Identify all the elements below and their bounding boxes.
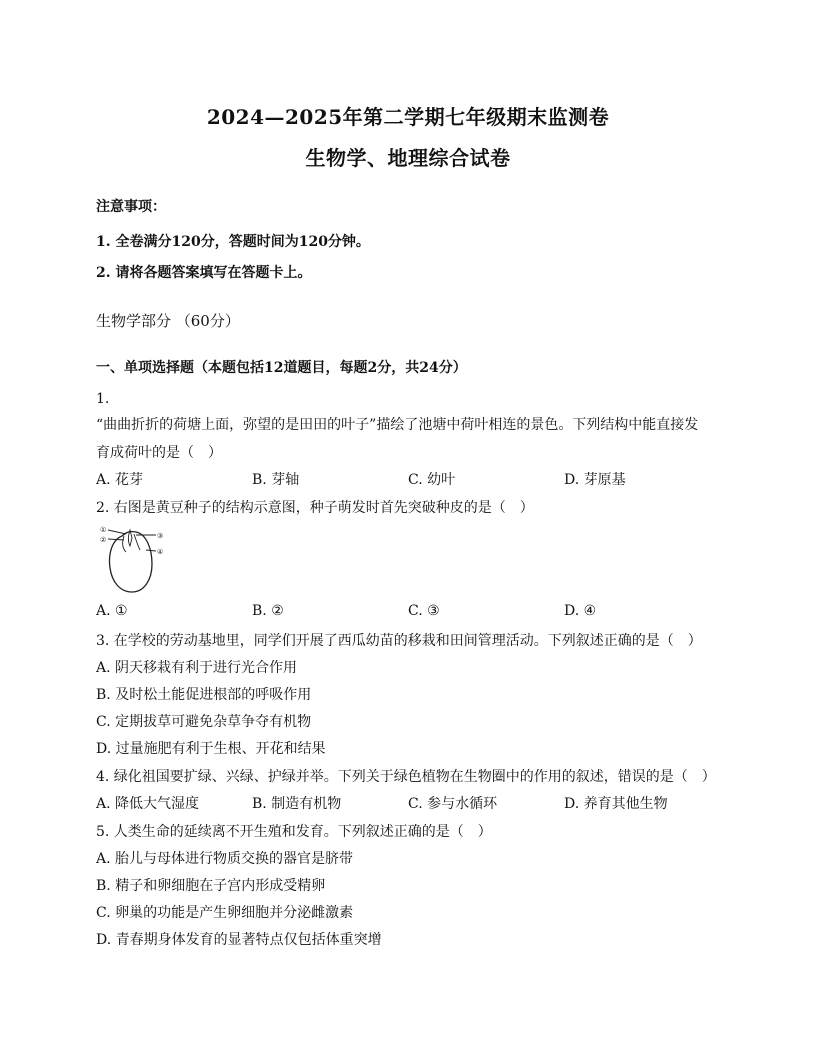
diagram-label: ③ (157, 532, 164, 540)
part-heading: 生物学部分 （60分） (96, 312, 240, 330)
question-stem: 3. 在学校的劳动基地里，同学们开展了西瓜幼苗的移栽和田间管理活动。下列叙述正确的是（ ） (96, 633, 702, 649)
option-c[interactable]: C. 定期拔草可避免杂草争夺有机物 (96, 714, 312, 730)
option-c[interactable]: C. 幼叶 (408, 472, 456, 488)
option-c[interactable]: C. 卵巢的功能是产生卵细胞并分泌雌激素 (96, 905, 354, 921)
question-stem: 2. 右图是黄豆种子的结构示意图，种子萌发时首先突破种皮的是（ ） (96, 500, 534, 516)
question-number: 1. (96, 391, 110, 407)
notice-item: 2. 请将各题答案填写在答题卡上。 (96, 265, 312, 281)
option-d[interactable]: D. ④ (564, 603, 597, 619)
option-a[interactable]: A. 降低大气湿度 (96, 796, 200, 812)
question-stem: 育成荷叶的是（ ） (96, 445, 222, 461)
option-b[interactable]: B. ② (252, 603, 284, 619)
diagram-label: ② (100, 536, 107, 544)
option-a[interactable]: A. 胎儿与母体进行物质交换的器官是脐带 (96, 851, 354, 867)
option-d[interactable]: D. 过量施肥有利于生根、开花和结果 (96, 741, 326, 757)
diagram-label: ① (100, 526, 107, 534)
option-a[interactable]: A. 花芽 (96, 472, 144, 488)
option-b[interactable]: B. 制造有机物 (252, 796, 342, 812)
diagram-label: ④ (157, 548, 164, 556)
option-b[interactable]: B. 精子和卵细胞在子宫内形成受精卵 (96, 878, 326, 894)
soybean-seed-diagram (98, 520, 170, 596)
option-d[interactable]: D. 养育其他生物 (564, 796, 668, 812)
exam-title: 2024—2025年第二学期七年级期末监测卷 (206, 105, 610, 129)
option-c[interactable]: C. ③ (408, 603, 440, 619)
question-stem: 5. 人类生命的延续离不开生殖和发育。下列叙述正确的是（ ） (96, 824, 492, 840)
option-d[interactable]: D. 芽原基 (564, 472, 626, 488)
option-a[interactable]: A. 阴天移栽有利于进行光合作用 (96, 660, 298, 676)
option-a[interactable]: A. ① (96, 603, 128, 619)
option-c[interactable]: C. 参与水循环 (408, 796, 498, 812)
notice-heading: 注意事项： (96, 199, 166, 215)
exam-subtitle: 生物学、地理综合试卷 (305, 146, 511, 170)
option-d[interactable]: D. 青春期身体发育的显著特点仅包括体重突增 (96, 932, 382, 948)
option-b[interactable]: B. 及时松土能促进根部的呼吸作用 (96, 687, 312, 703)
option-b[interactable]: B. 芽轴 (252, 472, 300, 488)
question-stem: “曲曲折折的荷塘上面，弥望的是田田的叶子”描绘了池塘中荷叶相连的景色。下列结构中能直接发 (96, 417, 699, 433)
section-heading: 一、单项选择题（本题包括12道题目，每题2分，共24分） (96, 360, 467, 376)
question-stem: 4. 绿化祖国要扩绿、兴绿、护绿并举。下列关于绿色植物在生物圈中的作用的叙述，错误的是（ ） (96, 769, 716, 785)
notice-item: 1. 全卷满分120分，答题时间为120分钟。 (96, 234, 370, 250)
